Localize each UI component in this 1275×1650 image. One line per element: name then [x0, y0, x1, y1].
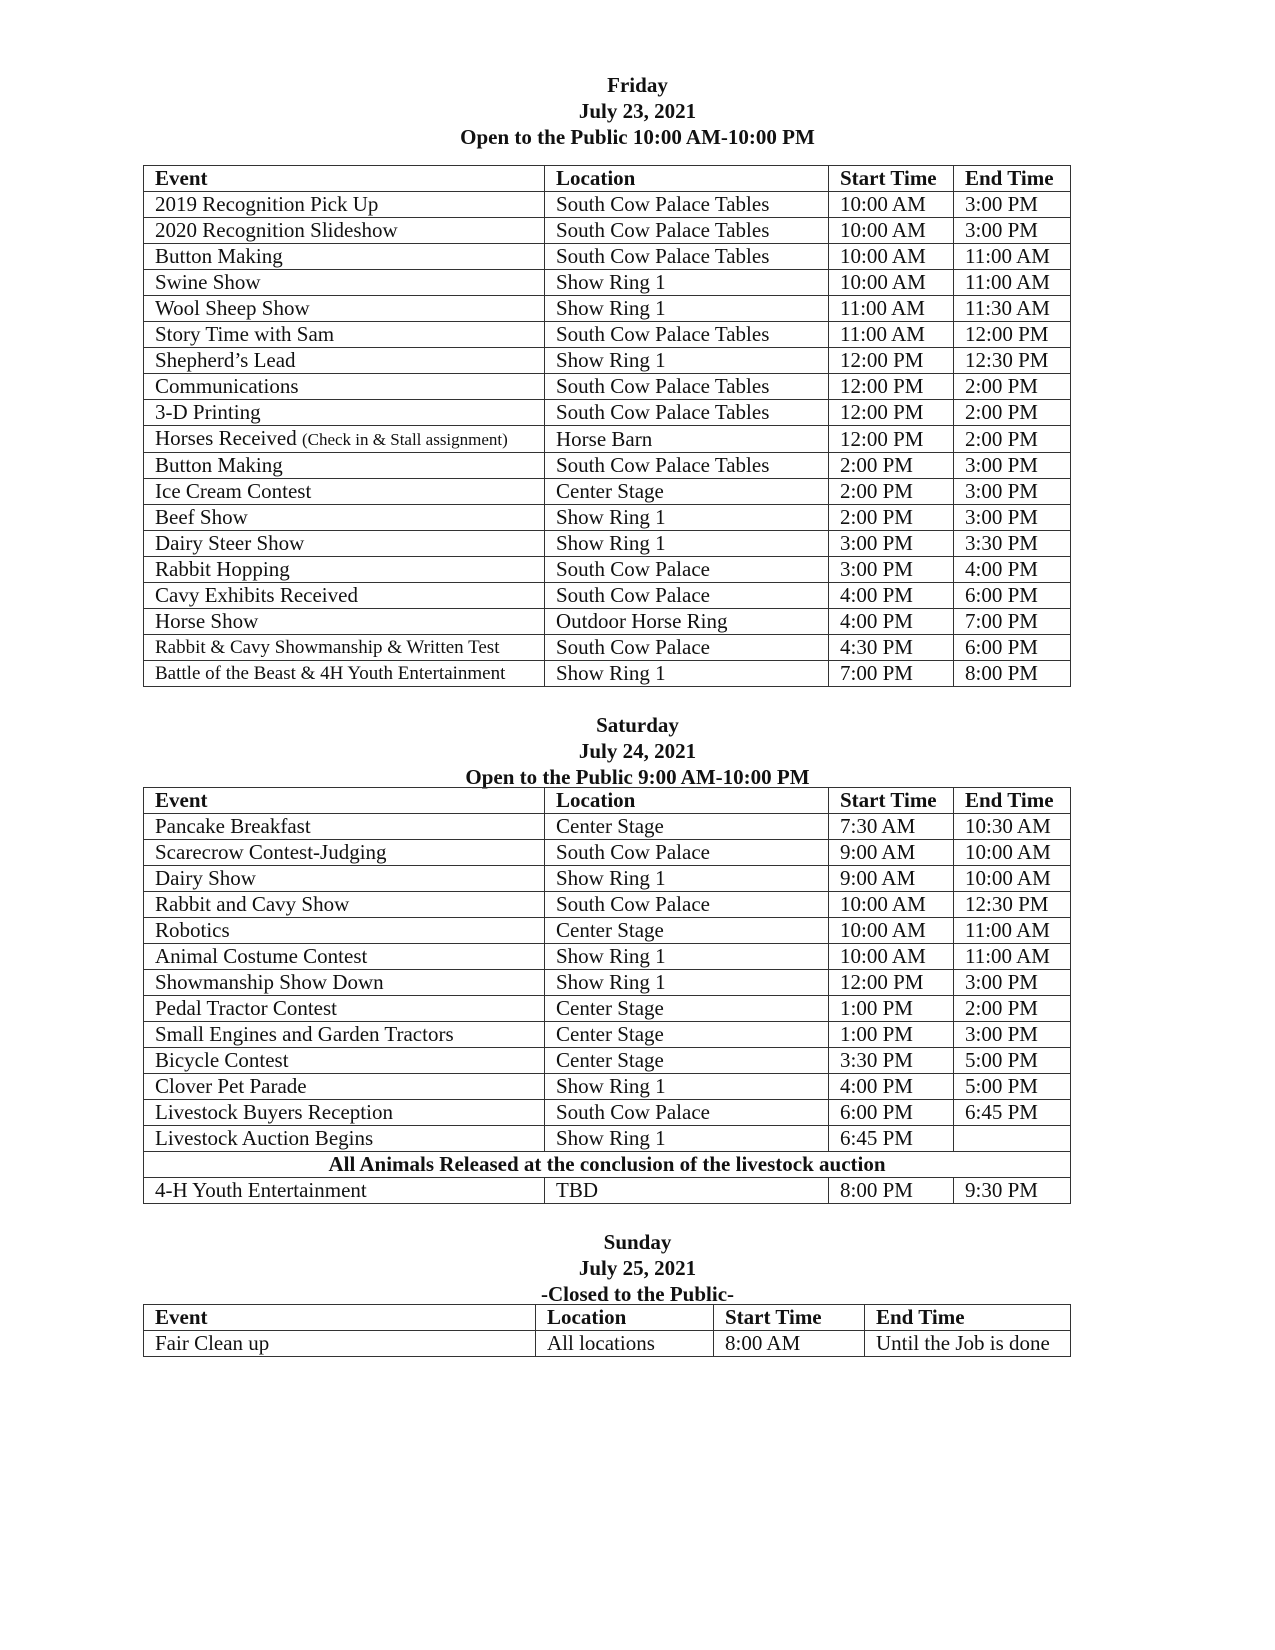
table-row	[144, 840, 1071, 866]
public-hours: Open to the Public 10:00 AM-10:00 PM	[460, 125, 815, 149]
location-cell: South Cow Palace Tables	[545, 218, 829, 244]
end-time-cell: 12:30 PM	[954, 892, 1071, 918]
start-time-cell: 12:00 PM	[829, 348, 954, 374]
start-time-cell: 8:00 PM	[829, 1178, 954, 1204]
location-cell: South Cow Palace Tables	[545, 244, 829, 270]
event-cell: Story Time with Sam	[144, 322, 545, 348]
location-cell: South Cow Palace Tables	[545, 192, 829, 218]
start-time-cell: 1:00 PM	[829, 1022, 954, 1048]
event-cell: Livestock Buyers Reception	[144, 1100, 545, 1126]
event-cell: Shepherd’s Lead	[144, 348, 545, 374]
day-date: July 25, 2021	[578, 1256, 697, 1280]
location-cell: Show Ring 1	[545, 296, 829, 322]
table-row	[144, 1126, 1071, 1152]
start-time-cell: 10:00 AM	[829, 892, 954, 918]
end-time-cell: 10:30 AM	[954, 814, 1071, 840]
event-header: Event	[144, 166, 545, 192]
start-time-header: Start Time	[829, 166, 954, 192]
location-cell: South Cow Palace	[545, 557, 829, 583]
end-time-cell: 3:00 PM	[954, 1022, 1071, 1048]
start-time-cell: 8:00 AM	[714, 1331, 865, 1357]
location-cell: South Cow Palace	[545, 892, 829, 918]
event-cell: Animal Costume Contest	[144, 944, 545, 970]
end-time-cell: 9:30 PM	[954, 1178, 1071, 1204]
start-time-cell: 10:00 AM	[829, 918, 954, 944]
start-time-header: Start Time	[829, 788, 954, 814]
event-cell: Bicycle Contest	[144, 1048, 545, 1074]
event-cell: Button Making	[144, 244, 545, 270]
end-time-cell	[954, 1126, 1071, 1152]
start-time-cell: 12:00 PM	[829, 400, 954, 426]
start-time-cell: 6:45 PM	[829, 1126, 954, 1152]
start-time-cell: 4:00 PM	[829, 1074, 954, 1100]
location-cell: Show Ring 1	[545, 531, 829, 557]
table-row	[144, 918, 1071, 944]
end-time-cell: 10:00 AM	[954, 866, 1071, 892]
event-cell: Rabbit & Cavy Showmanship & Written Test	[144, 635, 545, 661]
end-time-cell: 2:00 PM	[954, 400, 1071, 426]
start-time-cell: 10:00 AM	[829, 270, 954, 296]
table-row	[144, 531, 1071, 557]
event-cell: Pedal Tractor Contest	[144, 996, 545, 1022]
start-time-cell: 2:00 PM	[829, 453, 954, 479]
table-row	[144, 970, 1071, 996]
end-time-cell: 11:00 AM	[954, 918, 1071, 944]
location-cell: Center Stage	[545, 479, 829, 505]
location-cell: South Cow Palace	[545, 840, 829, 866]
event-cell	[144, 426, 545, 453]
end-time-cell: 3:00 PM	[954, 970, 1071, 996]
location-cell: Show Ring 1	[545, 866, 829, 892]
event-cell: Rabbit and Cavy Show	[144, 892, 545, 918]
location-cell: Show Ring 1	[545, 944, 829, 970]
start-time-cell: 4:00 PM	[829, 583, 954, 609]
event-cell: Button Making	[144, 453, 545, 479]
event-cell: Dairy Steer Show	[144, 531, 545, 557]
location-cell: Show Ring 1	[545, 505, 829, 531]
location-cell: Show Ring 1	[545, 1074, 829, 1100]
event-note: (Check in & Stall assignment)	[301, 430, 508, 449]
table-row	[144, 661, 1071, 687]
event-cell: Clover Pet Parade	[144, 1074, 545, 1100]
end-time-cell: 3:00 PM	[954, 505, 1071, 531]
table-row	[144, 218, 1071, 244]
start-time-cell: 2:00 PM	[829, 505, 954, 531]
location-cell: Show Ring 1	[545, 348, 829, 374]
start-time-header: Start Time	[714, 1305, 865, 1331]
event-cell: 2019 Recognition Pick Up	[144, 192, 545, 218]
table-row	[144, 1074, 1071, 1100]
friday-schedule-table	[143, 165, 1071, 687]
location-header: Location	[545, 788, 829, 814]
start-time-cell: 12:00 PM	[829, 374, 954, 400]
location-cell: TBD	[545, 1178, 829, 1204]
end-time-cell: 3:00 PM	[954, 218, 1071, 244]
location-cell: South Cow Palace	[545, 1100, 829, 1126]
event-cell: Scarecrow Contest-Judging	[144, 840, 545, 866]
location-cell: South Cow Palace	[545, 635, 829, 661]
start-time-cell: 10:00 AM	[829, 944, 954, 970]
table-row	[144, 1100, 1071, 1126]
table-row	[144, 814, 1071, 840]
table-row	[144, 479, 1071, 505]
end-time-cell: 11:00 AM	[954, 944, 1071, 970]
table-row	[144, 453, 1071, 479]
end-time-header: End Time	[954, 788, 1071, 814]
saturday-schedule-table	[143, 787, 1071, 1204]
end-time-cell: 2:00 PM	[954, 374, 1071, 400]
start-time-cell: 7:00 PM	[829, 661, 954, 687]
location-cell: South Cow Palace	[545, 583, 829, 609]
day-title: Friday	[607, 73, 668, 97]
day-date: July 24, 2021	[578, 739, 697, 763]
table-header-row	[144, 788, 1071, 814]
location-cell: Center Stage	[545, 814, 829, 840]
sunday-schedule-table	[143, 1304, 1071, 1357]
location-cell: South Cow Palace Tables	[545, 400, 829, 426]
event-cell: Beef Show	[144, 505, 545, 531]
location-cell: Show Ring 1	[545, 1126, 829, 1152]
start-time-cell: 4:30 PM	[829, 635, 954, 661]
start-time-cell: 3:00 PM	[829, 531, 954, 557]
end-time-cell: 6:00 PM	[954, 635, 1071, 661]
day-title: Saturday	[596, 713, 679, 737]
start-time-cell: 11:00 AM	[829, 296, 954, 322]
end-time-header: End Time	[954, 166, 1071, 192]
end-time-cell: 2:00 PM	[954, 996, 1071, 1022]
table-row	[144, 944, 1071, 970]
event-cell: Pancake Breakfast	[144, 814, 545, 840]
table-row	[144, 192, 1071, 218]
saturday-heading	[0, 712, 1275, 790]
end-time-cell: 4:00 PM	[954, 557, 1071, 583]
table-row	[144, 244, 1071, 270]
end-time-cell: 3:30 PM	[954, 531, 1071, 557]
start-time-cell: 12:00 PM	[829, 426, 954, 453]
end-time-cell: 3:00 PM	[954, 453, 1071, 479]
start-time-cell: 10:00 AM	[829, 244, 954, 270]
event-cell: Cavy Exhibits Received	[144, 583, 545, 609]
end-time-cell: 11:00 AM	[954, 270, 1071, 296]
table-row	[144, 892, 1071, 918]
table-row	[144, 1022, 1071, 1048]
end-time-cell: 6:45 PM	[954, 1100, 1071, 1126]
start-time-cell: 9:00 AM	[829, 840, 954, 866]
start-time-cell: 12:00 PM	[829, 970, 954, 996]
end-time-cell: 11:00 AM	[954, 244, 1071, 270]
table-row	[144, 296, 1071, 322]
start-time-cell: 9:00 AM	[829, 866, 954, 892]
location-cell: Show Ring 1	[545, 661, 829, 687]
table-row	[144, 635, 1071, 661]
location-cell: Center Stage	[545, 1048, 829, 1074]
location-cell: All locations	[536, 1331, 714, 1357]
event-cell: 2020 Recognition Slideshow	[144, 218, 545, 244]
table-row	[144, 348, 1071, 374]
start-time-cell: 2:00 PM	[829, 479, 954, 505]
table-header-row	[144, 166, 1071, 192]
start-time-cell: 10:00 AM	[829, 218, 954, 244]
location-cell: Horse Barn	[545, 426, 829, 453]
table-row	[144, 322, 1071, 348]
table-header-row	[144, 1305, 1071, 1331]
table-row	[144, 270, 1071, 296]
event-cell: Fair Clean up	[144, 1331, 536, 1357]
public-hours: Open to the Public 9:00 AM-10:00 PM	[465, 765, 810, 789]
event-cell: Communications	[144, 374, 545, 400]
event-cell: Swine Show	[144, 270, 545, 296]
start-time-cell: 3:00 PM	[829, 557, 954, 583]
location-header: Location	[545, 166, 829, 192]
start-time-cell: 4:00 PM	[829, 609, 954, 635]
end-time-cell: 12:30 PM	[954, 348, 1071, 374]
end-time-cell: 5:00 PM	[954, 1048, 1071, 1074]
event-cell: Ice Cream Contest	[144, 479, 545, 505]
location-cell: Center Stage	[545, 996, 829, 1022]
table-row	[144, 609, 1071, 635]
table-row	[144, 866, 1071, 892]
event-name: Horses Received	[155, 426, 297, 450]
table-row	[144, 426, 1071, 453]
location-cell: South Cow Palace Tables	[545, 374, 829, 400]
end-time-cell: 7:00 PM	[954, 609, 1071, 635]
location-header: Location	[536, 1305, 714, 1331]
public-hours: -Closed to the Public-	[540, 1282, 735, 1306]
end-time-cell: Until the Job is done	[865, 1331, 1071, 1357]
event-cell: Dairy Show	[144, 866, 545, 892]
end-time-cell: 5:00 PM	[954, 1074, 1071, 1100]
event-header: Event	[144, 788, 545, 814]
table-row	[144, 1178, 1071, 1204]
start-time-cell: 10:00 AM	[829, 192, 954, 218]
table-row	[144, 1048, 1071, 1074]
start-time-cell: 11:00 AM	[829, 322, 954, 348]
day-title: Sunday	[603, 1230, 672, 1254]
location-cell: South Cow Palace Tables	[545, 453, 829, 479]
day-date: July 23, 2021	[578, 99, 697, 123]
event-header: Event	[144, 1305, 536, 1331]
end-time-cell: 6:00 PM	[954, 583, 1071, 609]
location-cell: Show Ring 1	[545, 270, 829, 296]
note-row	[144, 1152, 1071, 1178]
event-cell: Battle of the Beast & 4H Youth Entertainment	[144, 661, 545, 687]
start-time-cell: 1:00 PM	[829, 996, 954, 1022]
event-cell: Small Engines and Garden Tractors	[144, 1022, 545, 1048]
location-cell: Center Stage	[545, 1022, 829, 1048]
event-cell: 3-D Printing	[144, 400, 545, 426]
end-time-cell: 3:00 PM	[954, 192, 1071, 218]
end-time-cell: 11:30 AM	[954, 296, 1071, 322]
release-note: All Animals Released at the conclusion of the livestock auction	[144, 1152, 1071, 1178]
table-row	[144, 996, 1071, 1022]
location-cell: Center Stage	[545, 918, 829, 944]
location-cell: Outdoor Horse Ring	[545, 609, 829, 635]
start-time-cell: 3:30 PM	[829, 1048, 954, 1074]
event-cell: Horse Show	[144, 609, 545, 635]
end-time-cell: 12:00 PM	[954, 322, 1071, 348]
start-time-cell: 7:30 AM	[829, 814, 954, 840]
friday-heading	[0, 72, 1275, 150]
end-time-cell: 8:00 PM	[954, 661, 1071, 687]
table-row	[144, 505, 1071, 531]
table-row	[144, 557, 1071, 583]
end-time-cell: 3:00 PM	[954, 479, 1071, 505]
start-time-cell: 6:00 PM	[829, 1100, 954, 1126]
end-time-cell: 10:00 AM	[954, 840, 1071, 866]
event-cell: Livestock Auction Begins	[144, 1126, 545, 1152]
event-cell: Showmanship Show Down	[144, 970, 545, 996]
end-time-header: End Time	[865, 1305, 1071, 1331]
location-cell: Show Ring 1	[545, 970, 829, 996]
table-row	[144, 1331, 1071, 1357]
table-row	[144, 374, 1071, 400]
end-time-cell: 2:00 PM	[954, 426, 1071, 453]
table-row	[144, 583, 1071, 609]
event-cell: Rabbit Hopping	[144, 557, 545, 583]
event-cell: 4-H Youth Entertainment	[144, 1178, 545, 1204]
location-cell: South Cow Palace Tables	[545, 322, 829, 348]
table-row	[144, 400, 1071, 426]
sunday-heading	[0, 1229, 1275, 1307]
event-cell: Wool Sheep Show	[144, 296, 545, 322]
event-cell: Robotics	[144, 918, 545, 944]
